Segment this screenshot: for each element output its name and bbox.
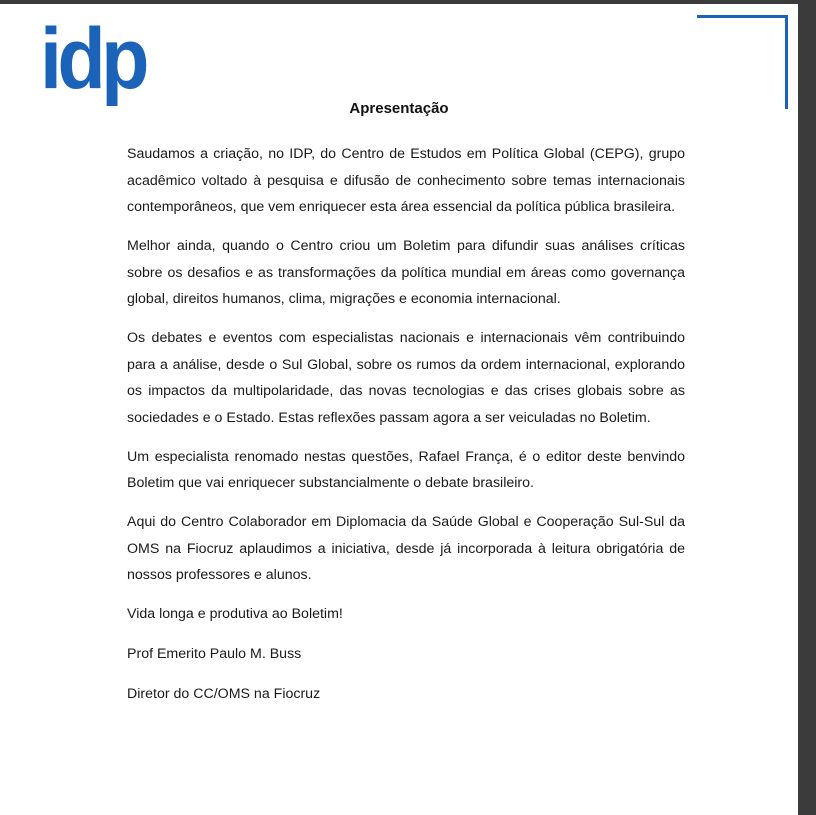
closing-line: Vida longa e produtiva ao Boletim!: [127, 606, 343, 622]
paragraph-3: Os debates e eventos com especialistas nacionais e internacionais vêm contribuindo para a análise, desde o Sul Global, sobre os rumos da ordem internacional, explorando os impactos da multipolaridade, das novas tecnologias e das crises globais sobre as sociedades e o Estado. Estas reflexões passam agora a ser veiculadas no Boletim.: [127, 330, 685, 426]
signature-role: Diretor do CC/OMS na Fiocruz: [127, 686, 321, 702]
document-page: [0, 4, 798, 815]
document-body: [127, 141, 685, 721]
corner-bracket-decoration: [697, 15, 788, 109]
idp-logo: idp: [40, 11, 145, 107]
document-title: Apresentação: [349, 100, 449, 117]
paragraph-4: Um especialista renomado nestas questões, Rafael França, é o editor deste benvindo Boletim que vai enriquecer substancialmente o debate brasileiro.: [127, 448, 685, 491]
paragraph-1: Saudamos a criação, no IDP, do Centro de Estudos em Política Global (CEPG), grupo acadêmico voltado à pesquisa e difusão de conhecimento sobre temas internacionais contemporâneos, que vem enriquecer esta área essencial da política pública brasileira.: [127, 146, 685, 215]
signature-name: Prof Emerito Paulo M. Buss: [127, 646, 302, 662]
paragraph-5: Aqui do Centro Colaborador em Diplomacia da Saúde Global e Cooperação Sul-Sul da OMS na Fiocruz aplaudimos a iniciativa, desde já incorporada à leitura obrigatória de nossos professores e alunos.: [127, 514, 685, 583]
paragraph-2: Melhor ainda, quando o Centro criou um Boletim para difundir suas análises críticas sobre os desafios e as transformações da política mundial em áreas como governança global, direitos humanos, clima, migrações e economia internacional.: [127, 238, 685, 307]
